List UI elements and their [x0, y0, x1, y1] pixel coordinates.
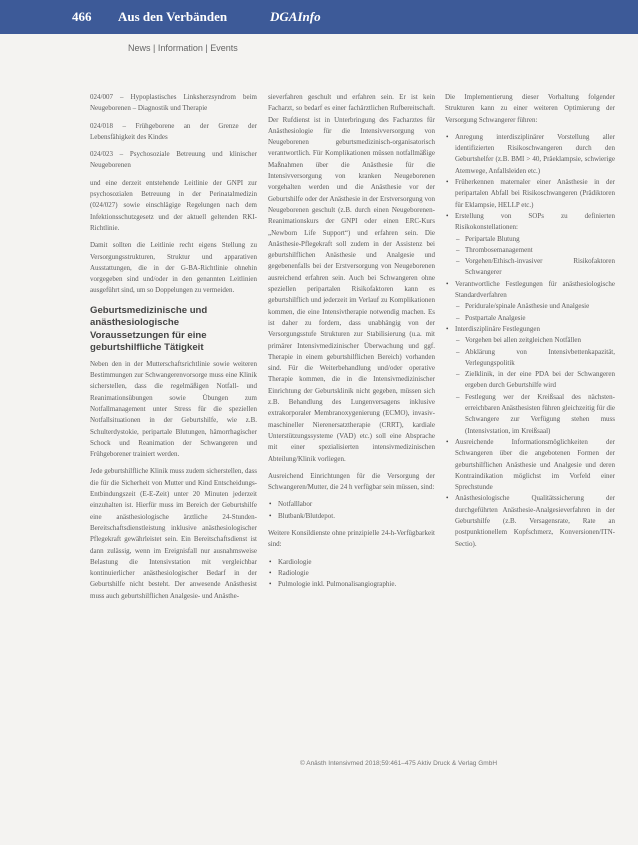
bullet-list — [445, 132, 615, 550]
sub-list-item: – Thrombosemanagement — [465, 245, 615, 256]
list-item — [455, 177, 615, 211]
subnav: News | Information | Events — [128, 43, 238, 53]
list-item-text: Früherkennen maternaler einer Anästhesie in der peripartalen Abfall bei Risikoschwangeren (Prädiktoren für Eklampsie, HELLP etc.) — [455, 178, 615, 209]
sub-list-item: – Postpartale Analgesie — [465, 313, 615, 324]
brand-title: DGAInfo — [270, 9, 321, 24]
paragraph: Die Implementierung dieser Vorhaltung folgender Strukturen kann zu einer weiteren Optimierung der Versorgung Schwangerer führen: — [445, 93, 615, 124]
footer-citation: © Anästh Intensivmed 2018;59:461–475 Aktiv Druck & Verlag GmbH — [300, 760, 498, 767]
paragraph: Ausreichend Einrichtungen für die Versorgung der Schwangeren/Mutter, die 24 h verfügbar sein müssen, sind: — [268, 471, 435, 492]
paragraph: Neben den in der Mutterschaftsrichtlinie sowie weiteren Bestimmungen zur Schwangerenvorsorge muss eine Klinik sicherstellen, dass die regelmäßigen Notfall- und Reanimationsübungen sowie Übungen zum Notfallmanagement unter Stress für die speziellen Notfallsituationen in der Geburtshilfe, wie z.B. Schulterdystokie, peripartale Blutungen, hämorrhagischer Schock und Reanimation der Schwangeren und Frühgeborener trainiert werden. — [90, 359, 257, 459]
sub-list-item: – Vorgehen bei allen zeitgleichen Notfällen — [465, 335, 615, 346]
list-item: • Blutbank/Blutdepot. — [278, 511, 435, 522]
list-item-text: Anregung interdisziplinärer Vorstellung aller identifizierten Risikoschwangeren durch den Geburtshelfer (z.B. BMI > 40, Präeklampsie, schwierige Atemwege, Anfallsleiden etc.) — [455, 132, 615, 175]
list-item-text: Ausreichende Informationsmöglichkeiten der Schwangeren über die angebotenen Formen der geburtshilflichen Anästhesie und Analgesie und deren Kontraindikation möglichst im Vorfeld einer Sprechstunde — [455, 437, 615, 492]
sub-list-item: – Festlegung wer der Kreißsaal des nächsten-erreichbaren Anästhesisten führen gleichzeitig für die Schwangere zur Verfügung stehen muss (Intensivstation, im Kreißsaal) — [465, 392, 615, 437]
sub-list-item: – Zielklinik, in der eine PDA bei der Schwangeren ergeben durch Geburtshilfe wird — [465, 369, 615, 392]
paragraph: 024/023 – Psychosoziale Betreuung und klinischer Neugeborenen — [90, 150, 257, 170]
sub-list-item: – Abklärung von Intensivbettenkapazität, Verlegungspolitik — [465, 347, 615, 370]
sub-list-item: – Vorgehen/Ethisch-invasiver Risikofaktoren Schwangerer — [465, 256, 615, 279]
list-item: • Pulmologie inkl. Pulmonalisangiographie. — [278, 579, 435, 590]
paragraph: Weitere Konsildienste ohne prinzipielle 24-h-Verfügbarkeit sind: — [268, 528, 435, 549]
list-item-text: Interdisziplinäre Festlegungen — [455, 324, 540, 333]
column-2 — [268, 92, 435, 596]
paragraph: sieverfahren geschult und erfahren sein. Er ist kein Facharzt, so bedarf es einer fachärztlichen Rufbereitschaft. Der Rufdienst ist in Unterbringung des Facharztes für Anästhesiologie für die Intensivversorgung von Neugeborenen geburtsmedizinisch-organisatorisch verantwortlich. Für Komplikationen müssen notfallmäßige Maßnahmen über die Anästhesie für die Intensivversorgung von kranken Neugeborenen vorgehalten werden und die Anästhesie vor der Geburtshilfe oder der Anästhesie in der Erstversorgung von Neugeborenen geschult (z.B. durch einen Neugeborenen-Reanimationskurs der GNPI oder einen ERC-Kurs „Newborn Life Support“) und erfahren sein. Die Anästhesie-Pflegekraft soll zudem in der Assistenz bei geburtshilflichen Anästhesie und Analgesie und gegebenenfalls bei der Erstversorgung von Neugeborenen ausreichend erfahren sein. Auch bei Schwangeren ohne speziellen peripartalen Risikofaktoren kann es geburtshilflich und jederzeit im Verlauf zu Komplikationen kommen, die eine Intensivtherapie notwendig machen. Es ist daher zu fordern, dass unabhängig von der Versorgungsstufe Strukturen zur Stabilisierung (u.a. mit primärer Intensivmedizinischer Überwachung und ggf. Therapie in einem geburtshilflichen Bereich) vorhanden sind. Für die Weiterbehandlung und/oder operative Therapie kommen, die in die Intensivmedizinischer Einrichtung der Geburtsklinik nicht gegeben, müssen sich z.B. Behandlung des Lungenversagens inklusive extrakorporaler Membranoxygenierung (ECMO), invasiv-maschineller Nierenersatztherapie (CRRT), kardiale Unterstützungssysteme (VAD) etc.) soll eine Absprache mit einer spezialisierten intensivmedizinischen Abteilung/Klinik vorliegen. — [268, 93, 435, 463]
list-item — [455, 437, 615, 493]
list-item-text: Erstellung von SOPs zu definierten Risikokonstellationen: — [455, 211, 615, 232]
paragraph: und eine derzeit entstehende Leitlinie der GNPI zur psychosozialen Betreuung in der Perinatalmedizin (024/027) sowie einschlägige Regelungen nach dem Infektionsschutzgesetz und der aktuell geltenden RKI-Richtlinie. — [90, 178, 257, 232]
sub-list-item: – Peripartale Blutung — [465, 234, 615, 245]
list-item-text: Anästhesiologische Qualitätssicherung der durchgeführten Anästhesie-Analgesieverfahren in der Geburtshilfe (z.B. Versagensrate, Rate an postpunktionellem Kopfschmerz, Konversionen/ITN-Sectio). — [455, 494, 615, 548]
list-item — [455, 211, 615, 279]
sub-list-item: – Peridurale/spinale Anästhesie und Analgesie — [465, 301, 615, 312]
paragraph: 024/007 – Hypoplastisches Linksherzsyndrom beim Neugeborenen – Diagnostik und Therapie — [90, 93, 257, 113]
sub-list — [455, 301, 615, 324]
column-1 — [90, 92, 257, 608]
paragraph: Jede geburtshilfliche Klinik muss zudem sicherstellen, dass die für die Sicherheit von Mutter und Kind Entscheidungs-Entbindungszeit (E-E-Zeit) unter 20 Minuten jederzeit einzuhalten ist. Hierfür muss im Bereich der Geburtshilfe eine anästhesiologische ärztliche 24-Stunden-Bereitschaftsdienstleistung inklusive anästhesiologischer Pflegekraft gewährleistet sein. Ein Bereitschaftsdienst ist dann zulässig, wenn im Ereignisfall nur ausnahmsweise Belastung die Intensivstation mit vergleichbar kontinuierlicher anästhesiologischer Bedarf in der Geburtshilfe nicht besteht. Der anwesende Anästhesist muss auch geburtshilflichen Analgesie- und Anästhe- — [90, 467, 257, 600]
list-item — [455, 132, 615, 177]
bullet-list — [268, 557, 435, 591]
sub-list — [455, 335, 615, 437]
list-item — [455, 279, 615, 324]
list-item-text: Verantwortliche Festlegungen für anästhesiologische Standardverfahren — [455, 279, 615, 300]
list-item — [455, 324, 615, 437]
bullet-list — [268, 499, 435, 522]
page-header — [0, 0, 638, 34]
list-item: • Kardiologie — [278, 557, 435, 568]
section-heading: Geburtsmedizinische und anästhesiologische Voraussetzungen für eine geburtshilfliche Tätigkeit — [90, 304, 208, 354]
column-3 — [445, 92, 615, 556]
list-item: • Radiologie — [278, 568, 435, 579]
list-item — [455, 493, 615, 549]
page-number: 466 — [72, 9, 92, 24]
section-title: Aus den Verbänden — [118, 9, 228, 24]
list-item: • Notfalllabor — [278, 499, 435, 510]
paragraph: 024/018 – Frühgeborene an der Grenze der Lebensfähigkeit des Kindes — [90, 121, 257, 141]
sub-list — [455, 234, 615, 279]
paragraph: Damit sollten die Leitlinie recht eigens Stellung zu Versorgungsstrukturen, Struktur und apparativen Ausstattungen, die in der G-BA-Richtlinie ohnehin vorgegeben sind und/oder in den genannten Leitlinien ausgeführt sind, um so Doppelungen zu vermeiden. — [90, 241, 257, 295]
